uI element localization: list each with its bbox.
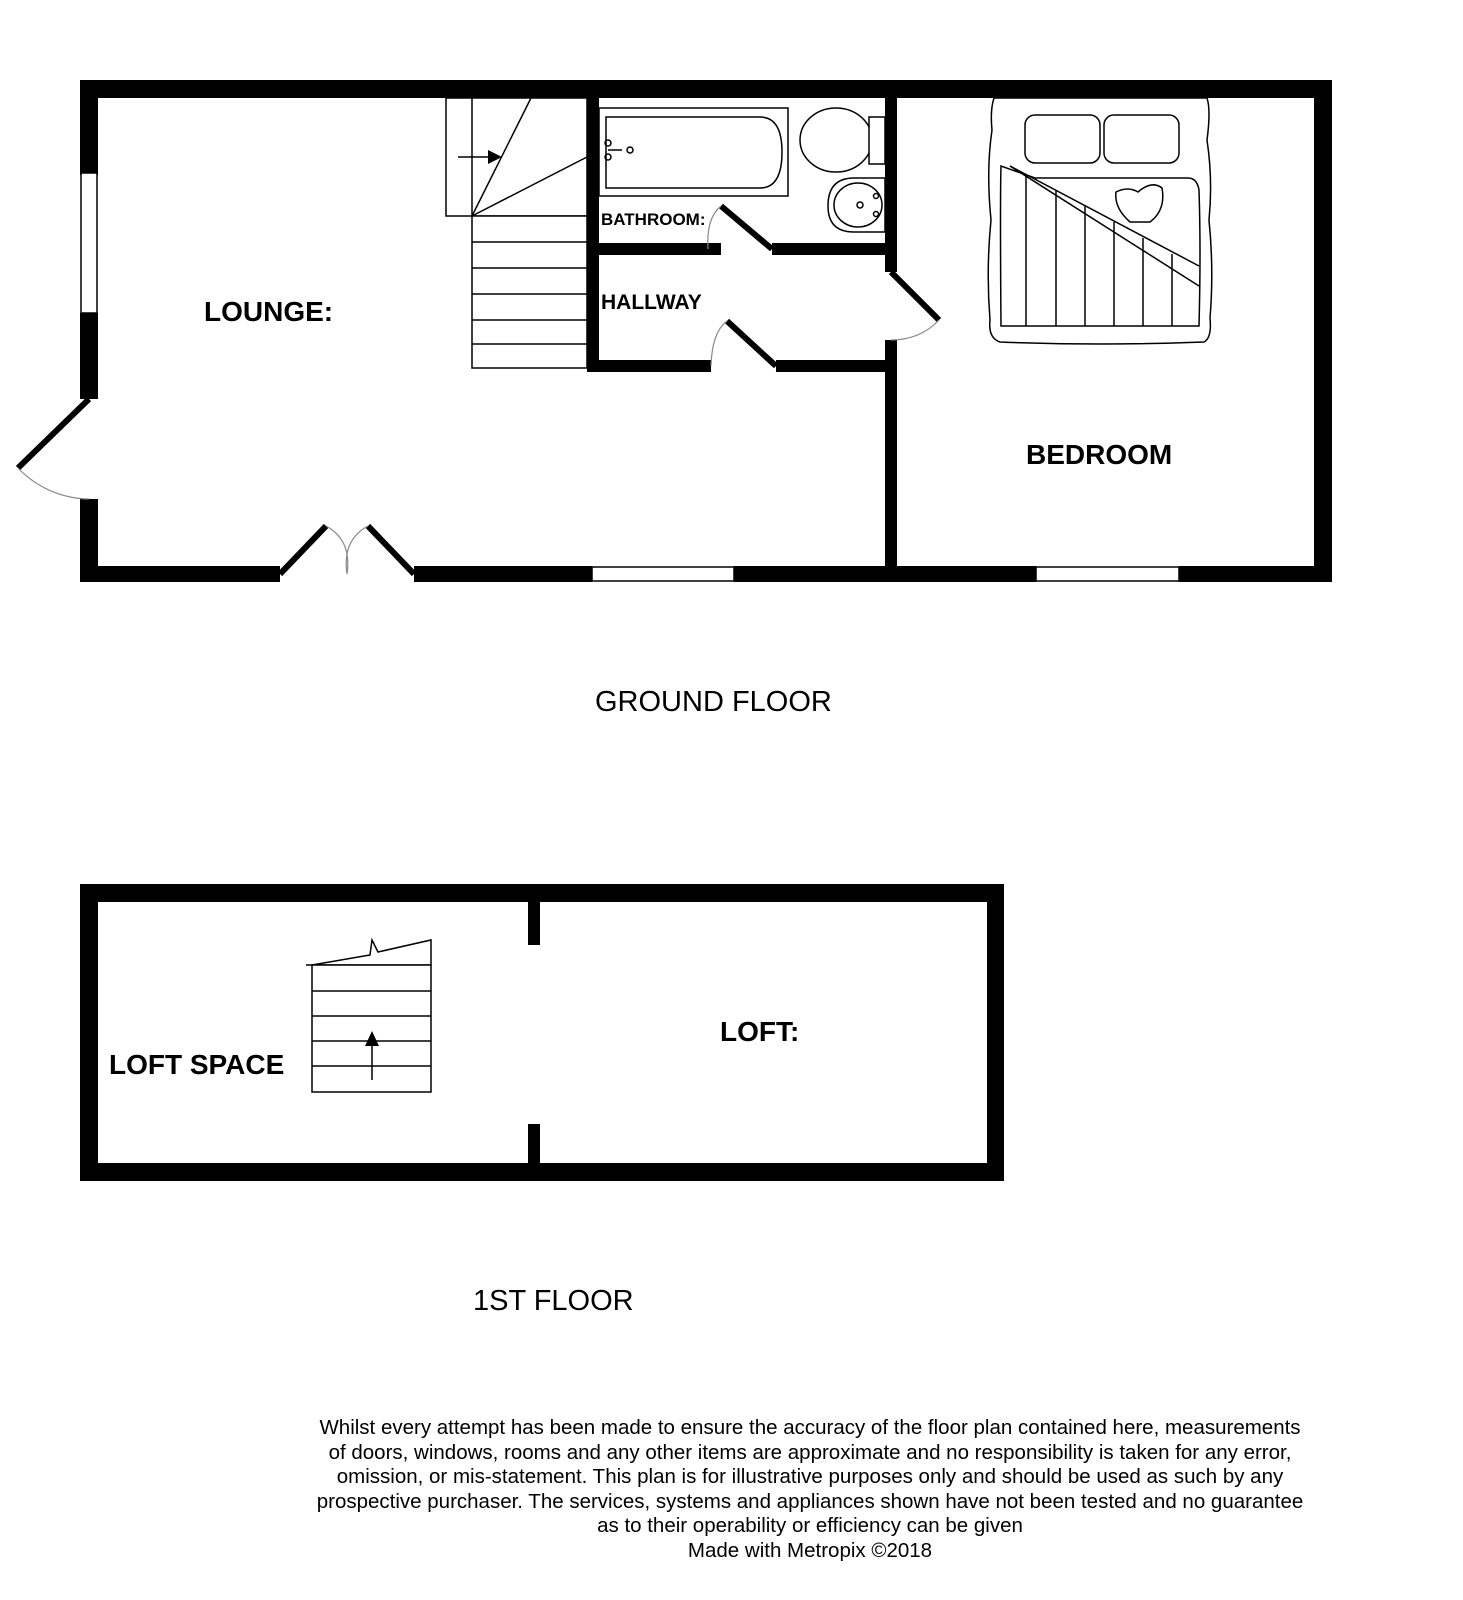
room-label-loft: LOFT: [720, 1016, 800, 1047]
first-floor-exterior-walls [80, 884, 1004, 1181]
disclaimer-line: Whilst every attempt has been made to ensure the accuracy of the floor plan contained here, measurements [319, 1416, 1301, 1439]
bathroom-door [708, 206, 772, 249]
ground-floor-staircase [446, 98, 587, 368]
ground-floor-plan [18, 80, 1332, 582]
lounge-front-window [592, 567, 734, 581]
toilet-icon [800, 108, 885, 172]
credit-line: Made with Metropix ©2018 [687, 1538, 933, 1562]
bedroom-door [891, 272, 939, 340]
first-floor-staircase [306, 940, 431, 1092]
bedroom-front-window [1036, 567, 1179, 581]
room-label-bathroom: BATHROOM: [601, 210, 706, 229]
disclaimer-line: prospective purchaser. The services, systems and appliances shown have not been tested and no guarantee [316, 1489, 1304, 1513]
room-label-hallway: HALLWAY [601, 291, 702, 314]
first-floor-title: 1ST FLOOR [473, 1285, 634, 1317]
disclaimer-line: of doors, windows, rooms and any other items are approximate and no responsibility is taken for any error, [328, 1440, 1292, 1464]
disclaimer [270, 1416, 1350, 1564]
lounge-side-window [81, 173, 97, 313]
hallway-door [711, 321, 776, 366]
room-label-lounge: LOUNGE: [204, 296, 334, 327]
first-floor-plan [80, 884, 1004, 1181]
room-label-bedroom: BEDROOM [1026, 439, 1173, 470]
ground-floor-title: GROUND FLOOR [595, 686, 832, 718]
double-bed-icon [988, 98, 1212, 344]
lounge-side-door [18, 399, 89, 499]
bathtub-icon [599, 108, 788, 196]
lounge-french-doors [280, 526, 414, 574]
room-label-loft-space: LOFT SPACE [109, 1049, 285, 1080]
first-floor-partition-walls [528, 902, 540, 1163]
wash-basin-icon [828, 178, 885, 232]
disclaimer-line: as to their operability or efficiency can be given [597, 1514, 1023, 1538]
disclaimer-line: omission, or mis-statement. This plan is for illustrative purposes only and should be used as such by any [336, 1465, 1284, 1489]
